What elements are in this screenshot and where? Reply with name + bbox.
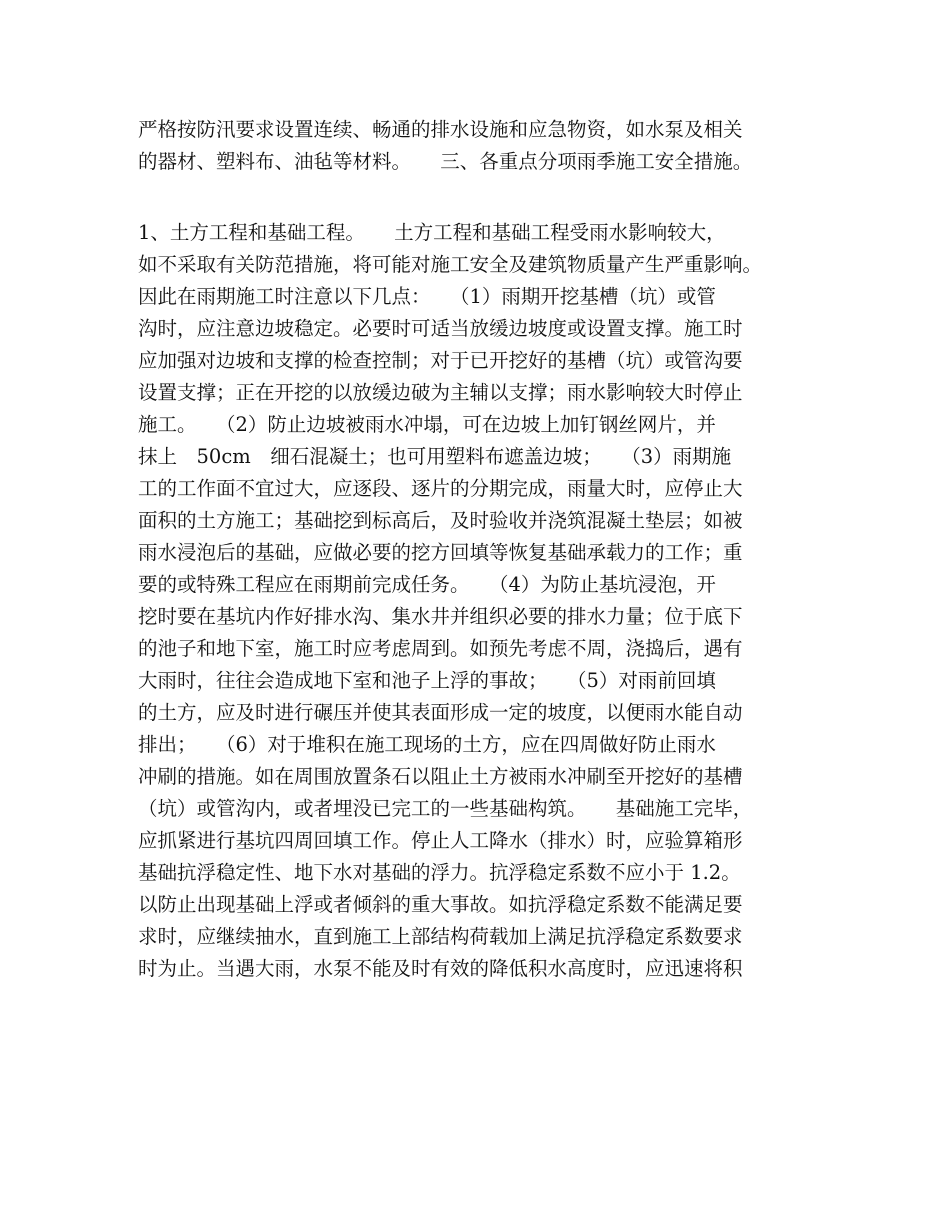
paragraph-1 — [138, 114, 818, 178]
text-line: 基础抗浮稳定性、地下水对基础的浮力。抗浮稳定系数不应小于 1.2。 — [138, 861, 741, 884]
paragraph-2 — [138, 217, 818, 985]
text-line: 要的或特殊工程应在雨期前完成任务。 （4）为防止基坑浸泡，开 — [138, 573, 716, 596]
text-line: 的土方，应及时进行碾压并使其表面形成一定的坡度，以便雨水能自动 — [138, 701, 743, 724]
text-line: 沟时，应注意边坡稳定。必要时可适当放缓边坡度或设置支撑。施工时 — [138, 317, 743, 340]
text-line: 面积的土方施工；基础挖到标高后，及时验收并浇筑混凝土垫层；如被 — [138, 509, 743, 532]
text-line: 求时，应继续抽水，直到施工上部结构荷载加上满足抗浮稳定系数要求 — [138, 925, 743, 948]
text-line: 的器材、塑料布、油毡等材料。 三、各重点分项雨季施工安全措施。 — [138, 150, 753, 173]
text-line: 施工。 （2）防止边坡被雨水冲塌，可在边坡上加钉钢丝网片，并 — [138, 413, 716, 436]
text-line: （坑）或管沟内，或者埋没已完工的一些基础构筑。 基础施工完毕， — [138, 797, 753, 820]
text-line: 设置支撑；正在开挖的以放缓边破为主辅以支撑；雨水影响较大时停止 — [138, 381, 743, 404]
text-line: 1、土方工程和基础工程。 土方工程和基础工程受雨水影响较大， — [138, 221, 726, 244]
text-line: 以防止出现基础上浮或者倾斜的重大事故。如抗浮稳定系数不能满足要 — [138, 893, 743, 916]
text-line: 排出； （6）对于堆积在施工现场的土方，应在四周做好防止雨水 — [138, 733, 716, 756]
text-line: 工的工作面不宜过大，应逐段、逐片的分期完成，雨量大时，应停止大 — [138, 477, 743, 500]
text-line: 雨水浸泡后的基础，应做必要的挖方回填等恢复基础承载力的工作；重 — [138, 541, 743, 564]
text-line: 因此在雨期施工时注意以下几点： （1）雨期开挖基槽（坑）或管 — [138, 285, 716, 308]
text-line: 抹上 50cm 细石混凝土；也可用塑料布遮盖边坡； （3）雨期施 — [138, 445, 732, 468]
text-line: 冲刷的措施。如在周围放置条石以阻止土方被雨水冲刷至开挖好的基槽 — [138, 765, 743, 788]
text-line: 应加强对边坡和支撑的检查控制；对于已开挖好的基槽（坑）或管沟要 — [138, 349, 743, 372]
text-line: 的池子和地下室，施工时应考虑周到。如预先考虑不周，浇捣后，遇有 — [138, 637, 743, 660]
text-line: 如不采取有关防范措施，将可能对施工安全及建筑物质量产生严重影响。 — [138, 253, 763, 276]
text-line: 应抓紧进行基坑四周回填工作。停止人工降水（排水）时，应验算箱形 — [138, 829, 743, 852]
text-line: 时为止。当遇大雨，水泵不能及时有效的降低积水高度时，应迅速将积 — [138, 957, 743, 980]
text-line: 严格按防汛要求设置连续、畅通的排水设施和应急物资，如水泵及相关 — [138, 118, 743, 141]
text-line: 挖时要在基坑内作好排水沟、集水井并组织必要的排水力量；位于底下 — [138, 605, 743, 628]
text-line: 大雨时，往往会造成地下室和池子上浮的事故； （5）对雨前回填 — [138, 669, 716, 692]
